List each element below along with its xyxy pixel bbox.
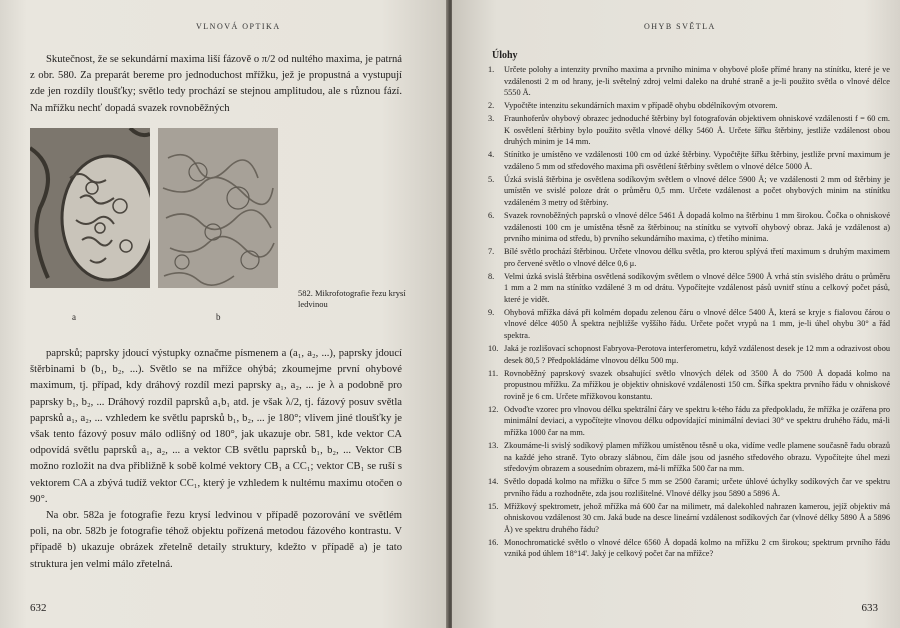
exercise-text: Velmi úzká svislá štěrbina osvětlená sodíkovým světlem o vlnové délce 5900 Å vrhá stín svislého drátu o průměru 1 mm a 2 mm na stínítko vzdálené 3 m od drátu. Vypočítejte vzdálenost pásů uvnitř stínu a celkový počet pásů, které je vidět. — [504, 271, 890, 304]
exercise-text: Bílé světlo prochází štěrbinou. Určete vlnovou délku světla, pro kterou splývá třetí maximum s druhým maximem pro červené světlo o vlnové délce 0,6 μ. — [504, 247, 890, 268]
exercise-number: 15. — [488, 501, 499, 511]
exercise-number: 13. — [488, 440, 499, 450]
exercise-number: 8. — [488, 271, 495, 281]
paragraph: Skutečnost, že se sekundární maxima liší fázově o π/2 od nultého maxima, je patrná z obr. 580. Za preparát bereme pro jednoduchost mřížku, jež je propustná a vystupují zde jen rozdíly tloušťky; světlo tedy prochází se stejnou amplitudou, ale s různou fází. Na mřížku nechť dopadá svazek rovnoběžných — [30, 54, 402, 114]
figure-label-a: a — [72, 312, 76, 322]
exercise-text: Světlo dopadá kolmo na mřížku o šířce 5 mm se 2500 čarami; určete úhlové úchylky sodíkových čar ve spektru prvního řádu a rozhodněte, zda jsou rozlišitelné. Vlnové délky jsou 5890 a 5896 Å. — [504, 477, 890, 498]
exercise-text: Určete polohy a intenzity prvního maxima a prvního minima v ohybové ploše přímé hrany na stínítku, které je ve vzdálenosti 2 m od hrany, je-li světelný zdroj velmi daleko na druhé straně a je-li použito světla o vlnové délce 5550 Å. — [504, 65, 890, 98]
micrograph-a — [30, 128, 150, 288]
exercise-number: 5. — [488, 174, 495, 184]
body-text-bottom — [30, 346, 402, 573]
exercise-number: 11. — [488, 368, 499, 378]
running-head-right: OHYB SVĚTLA — [644, 22, 716, 31]
micrograph-b — [158, 128, 278, 288]
exercise-item — [488, 149, 890, 172]
exercise-item — [488, 537, 890, 560]
exercise-item — [488, 404, 890, 439]
exercise-text: Ohybová mřížka dává při kolmém dopadu zelenou čáru o vlnové délce 5400 Å, která se kryje s fialovou čárou o vlnové délce 4050 Å spektra nejbližše vyššího řádu. Určete počet vrypů na 1 mm, je-li úhel ohybu 30° a řád spektra. — [504, 307, 890, 341]
exercise-number: 6. — [488, 211, 495, 221]
paragraph: paprsků; paprsky jdoucí výstupky označme písmenem a (a₁, a₂, ...), paprsky jdoucí štěrbinami b (b₁, b₂, ...). Světlo se na mřížce ohýbá; zkoumejme první ohybové maximum, tj. případ, kdy dráhový rozdíl mezi paprsky a₁, a₂, ... je λ a podobně pro paprsky b₁, b₂, ... Dráhový rozdíl paprsků a₁b₁ atd. je však λ/2, tj. fázový posuv světla paprsků a₁, a₂, ... vzhledem ke světlu paprsků b₁, b₂, ... je 180°; vlivem jiné tloušťky je však tento fázový posuv málo odlišný od 180°, jak ukazuje obr. 581, kde vektor CA odpovídá světlu paprsků a₁, a₂, ... a vektor CB světlu paprsků b₁, b₂, ... Vektor CB možno rozložit na dva přibližně k sobě kolmé vektory CB₁ a CC₁; vektor CB₁ se ruší s vektorem CA a zbývá tudíž vektor CC₁, který je vzhledem k nultému maximu otočen o 90°. — [30, 348, 402, 505]
exercise-text: Fraunhoferův ohybový obrazec jednoduché štěrbiny byl fotografován objektivem ohniskové vzdálenosti f = 60 cm. K osvětlení štěrbiny bylo použito světla vlnové délky 5460 Å. Určete šířku štěrbiny, jestliže vzdálenost obou druhých minim je 14 mm. — [504, 114, 890, 147]
running-head-left: VLNOVÁ OPTIKA — [196, 22, 281, 31]
page-number-right: 633 — [861, 602, 878, 614]
exercise-number: 14. — [488, 477, 499, 487]
exercise-item — [488, 501, 890, 536]
paragraph: Na obr. 582a je fotografie řezu krysí ledvinou v případě pozorování ve světlém poli, na obr. 582b je fotografie téhož objektu pořízená metodou fázového kontrastu. V případě b) ukazuje obrázek zřetelně detaily struktury, kdežto v případě a) je tato struktura jen velmi málo zřetelná. — [30, 510, 402, 570]
exercise-item — [488, 476, 890, 499]
exercise-item — [488, 100, 890, 112]
exercises-heading: Úlohy — [492, 50, 518, 61]
exercise-text: Rovnoběžný paprskový svazek obsahující světlo vlnových délek od 3500 Å do 7500 Å dopadá kolmo na propustnou mřížku. Za mřížkou je objektiv ohniskové vzdálenosti 150 cm. Šířka spektra prvního řádu v ohniskové rovině je 6 cm. Určete mřížkovou konstantu. — [504, 368, 890, 401]
exercise-text: Jaká je rozlišovací schopnost Fabryova-Perotova interferometru, když vzdálenost desek je 12 mm a odrazivost obou desek 80,5 ? Předpokládáme vlnovou délku 500 mμ. — [504, 344, 890, 365]
exercise-item — [488, 210, 890, 245]
exercise-number: 1. — [488, 65, 495, 74]
exercise-number: 2. — [488, 101, 495, 111]
exercise-list — [488, 64, 890, 561]
figure-caption: 582. Mikrofotografie řezu krysí ledvinou — [298, 288, 406, 309]
left-page — [0, 0, 448, 628]
exercise-number: 4. — [488, 150, 495, 160]
exercise-number: 3. — [488, 114, 495, 124]
exercise-item — [488, 271, 890, 306]
exercise-text: Odvoďte vzorec pro vlnovou délku spektrální čáry ve spektru k-tého řádu za předpokladu, že mřížka je ozářena pro minimální deviaci, a vypočítejte vlnovou délku odpovídající minimální deviaci 30° ve spektru druhého řádu, má-li mřížka 1000 čar na mm. — [504, 404, 890, 437]
exercise-item — [488, 343, 890, 366]
exercise-item — [488, 368, 890, 403]
exercise-number: 7. — [488, 247, 495, 257]
page-number-left: 632 — [30, 602, 47, 614]
figure-582 — [30, 128, 440, 328]
exercise-text: Zkoumáme-li svislý sodíkový plamen mřížkou umístěnou těsně u oka, vidíme vedle plamene současně řadu obrazů na každé jeho straně. Tyto obrazy slábnou, čím dále jsou od jasného středového obrazu. Vypočítejte úhel mezi středovým obrazem a sousedním obrazem, má-li mřížka 500 čar na mm. — [504, 440, 890, 474]
exercise-item — [488, 113, 890, 148]
exercise-number: 16. — [488, 537, 499, 547]
exercise-text: Monochromatické světlo o vlnové délce 6560 Å dopadá kolmo na mřížku 2 cm širokou; spektrum prvního řádu vzniká pod úhlem 18°14'. Jaký je celkový počet čar na mřížce? — [504, 537, 890, 559]
exercise-text: Vypočtěte intenzitu sekundárních maxim v případě ohybu obdélníkovým otvorem. — [504, 101, 778, 111]
exercise-item — [488, 64, 890, 99]
exercise-number: 9. — [488, 307, 495, 317]
exercise-text: Stínítko je umístěno ve vzdálenosti 100 cm od úzké štěrbiny. Vypočtějte šířku štěrbiny, jestliže první maximum je vzdáleno 5 mm od středového maxima při osvětlení štěrbiny světlem o vlnové délce 5000 Å. — [504, 150, 890, 171]
exercise-number: 12. — [488, 404, 499, 414]
right-page — [452, 0, 900, 628]
exercise-item — [488, 246, 890, 269]
exercise-text: Úzká svislá štěrbina je osvětlena sodíkovým světlem o vlnové délce 5900 Å; ve vzdálenosti 2 mm od štěrbiny je umístěn ve svislé poloze drát o průměru 0,5 mm. Určete vzdálenost a počet ohybových minim na stínítku vzdáleném 3 metry od štěrbiny. — [504, 174, 890, 208]
exercise-text: Svazek rovnoběžných paprsků o vlnové délce 5461 Å dopadá kolmo na štěrbinu 1 mm širokou. Čočka o ohniskové vzdálenosti 100 cm je umístěna těsně za štěrbinou; na stínítku se vytvoří ohybový obraz. Jaká je vzdálenost a) prvního minima od středu, b) prvního sekundárního maxima, c) třetího minima. — [504, 211, 890, 244]
exercise-text: Mřížkový spektrometr, jehož mřížka má 600 čar na milimetr, má dalekohled nahrazen kamerou, jejíž objektiv má ohniskovou vzdálenost 30 cm. Jaká bude na desce lineární vzdálenost sodíkových čar (vlnové délky 5890 Å a 5896 Å) ve spektru druhého řádu? — [504, 501, 890, 534]
exercise-item — [488, 307, 890, 342]
body-text-top — [30, 52, 402, 117]
exercise-item — [488, 440, 890, 475]
figure-label-b: b — [216, 312, 221, 322]
exercise-number: 10. — [488, 344, 499, 354]
exercise-item — [488, 174, 890, 209]
